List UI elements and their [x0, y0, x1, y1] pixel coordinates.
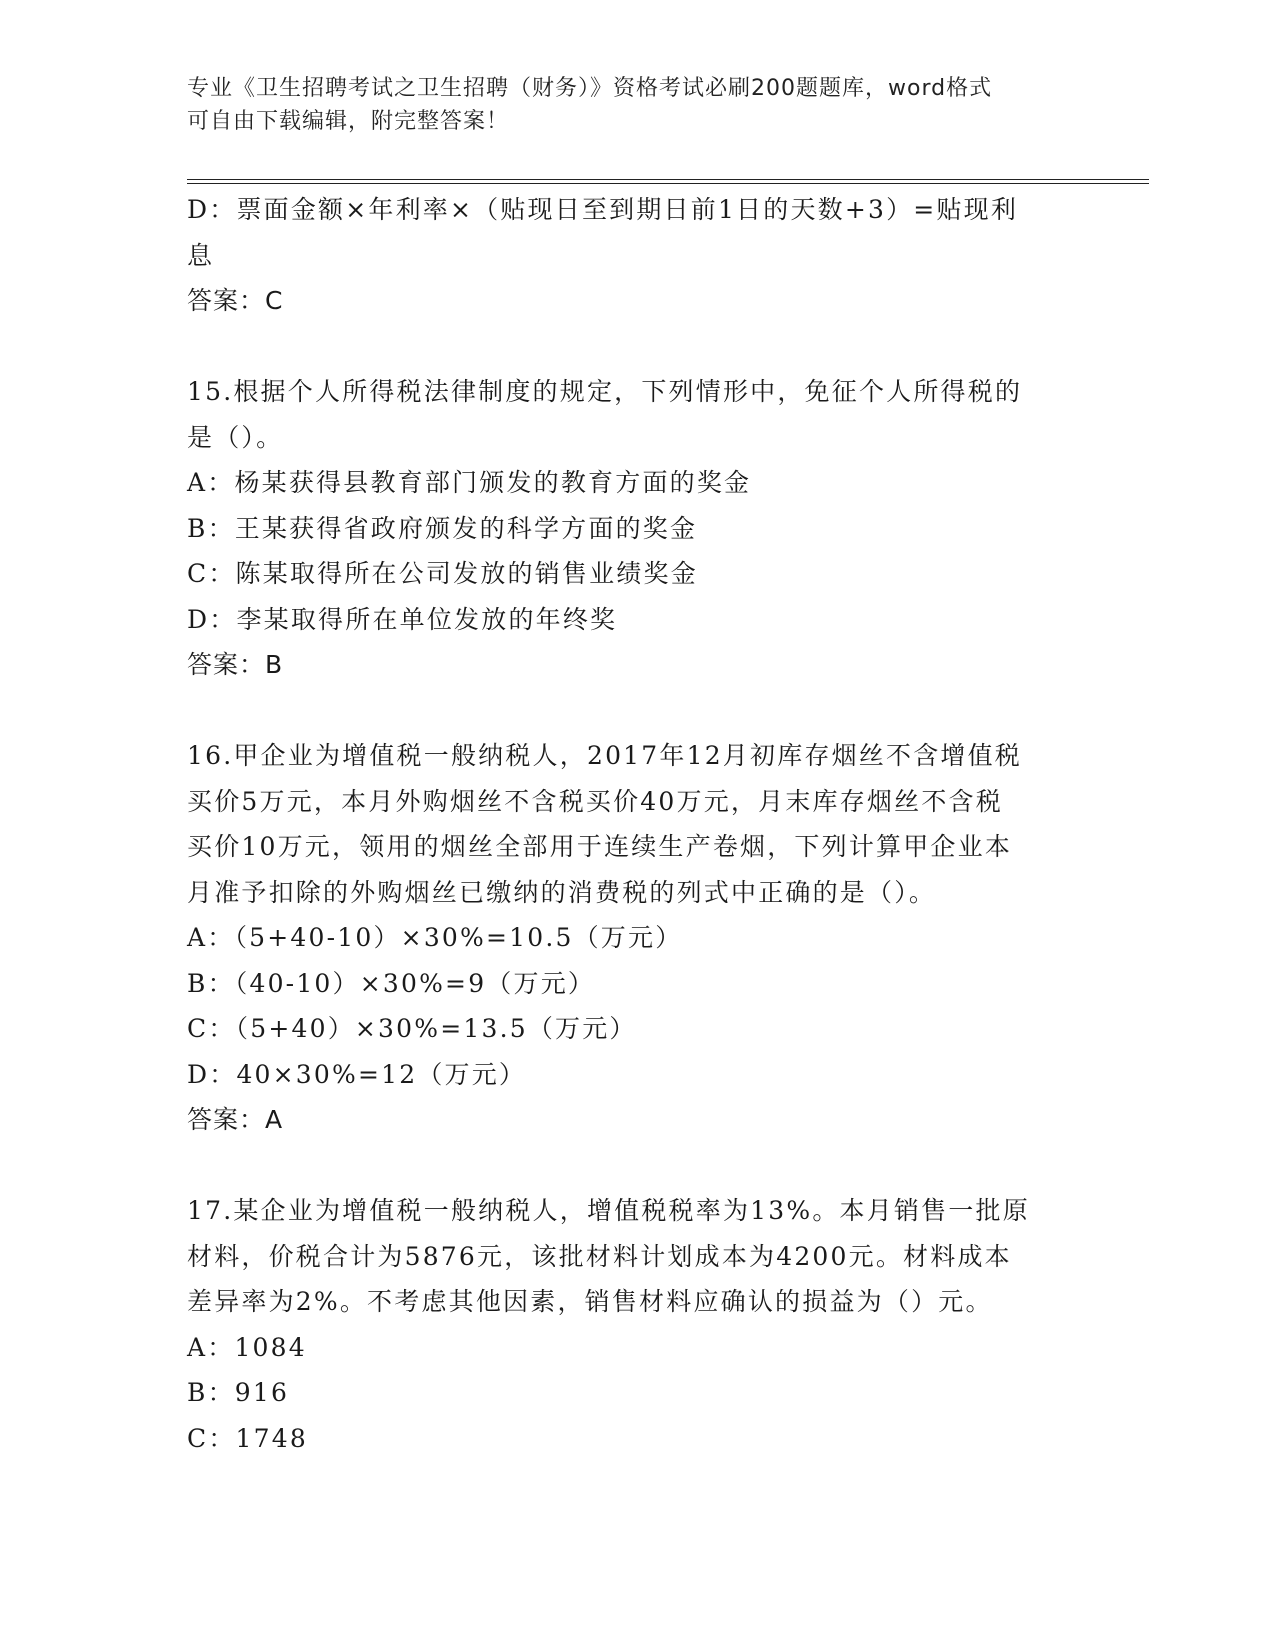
option-d: D：票面金额×年利率×（贴现日至到期日前1日的天数+3）=贴现利 [187, 195, 1019, 224]
option-b: B：王某获得省政府颁发的科学方面的奖金 [187, 513, 698, 543]
answer-line: 答案：B [187, 650, 284, 679]
option-c: C：（5+40）×30%=13.5（万元） [187, 1014, 637, 1043]
option-c: C：陈某取得所在公司发放的销售业绩奖金 [187, 559, 698, 588]
answer-line: 答案：A [187, 1105, 284, 1134]
question-stem: 月准予扣除的外购烟丝已缴纳的消费税的列式中正确的是（）。 [187, 877, 937, 907]
question-stem: 差异率为2%。不考虑其他因素，销售材料应确认的损益为（）元。 [187, 1287, 993, 1316]
question-16 [187, 733, 1077, 1143]
question-stem: 买价5万元，本月外购烟丝不含税买价40万元，月末库存烟丝不含税 [187, 786, 1003, 816]
answer-line: 答案：C [187, 286, 284, 315]
header-rule-bottom [187, 183, 1149, 184]
option-a: A：（5+40-10）×30%=10.5（万元） [187, 923, 683, 952]
option-d: D：李某取得所在单位发放的年终奖 [187, 604, 618, 634]
option-c: C：1748 [187, 1423, 308, 1453]
option-d-continued: 息 [187, 240, 215, 270]
question-stem: 是（）。 [187, 422, 284, 452]
header-line-2: 可自由下载编辑，附完整答案！ [187, 109, 510, 134]
question-stem: 材料，价税合计为5876元，该批材料计划成本为4200元。材料成本 [187, 1241, 1012, 1271]
question-stem: 16.甲企业为增值税一般纳税人，2017年12月初库存烟丝不含增值税 [187, 741, 1022, 770]
question-stem: 买价10万元，领用的烟丝全部用于连续生产卷烟，下列计算甲企业本 [187, 832, 1013, 861]
option-d: D：40×30%=12（万元） [187, 1059, 527, 1089]
option-b: B：916 [187, 1378, 290, 1407]
document-body [187, 187, 1077, 1461]
option-a: A：1084 [187, 1332, 307, 1362]
question-stem: 15.根据个人所得税法律制度的规定，下列情形中，免征个人所得税的 [187, 377, 1023, 406]
option-a: A：杨某获得县教育部门颁发的教育方面的奖金 [187, 468, 752, 497]
document-header [187, 72, 1067, 138]
question-17 [187, 1188, 1077, 1461]
question-stem: 17.某企业为增值税一般纳税人，增值税税率为13%。本月销售一批原 [187, 1196, 1030, 1225]
option-b: B：（40-10）×30%=9（万元） [187, 968, 596, 998]
question-15 [187, 369, 1077, 688]
header-line-1: 专业《卫生招聘考试之卫生招聘（财务）》资格考试必刷200题题库，word格式 [187, 76, 993, 101]
header-rule-top [187, 179, 1149, 180]
